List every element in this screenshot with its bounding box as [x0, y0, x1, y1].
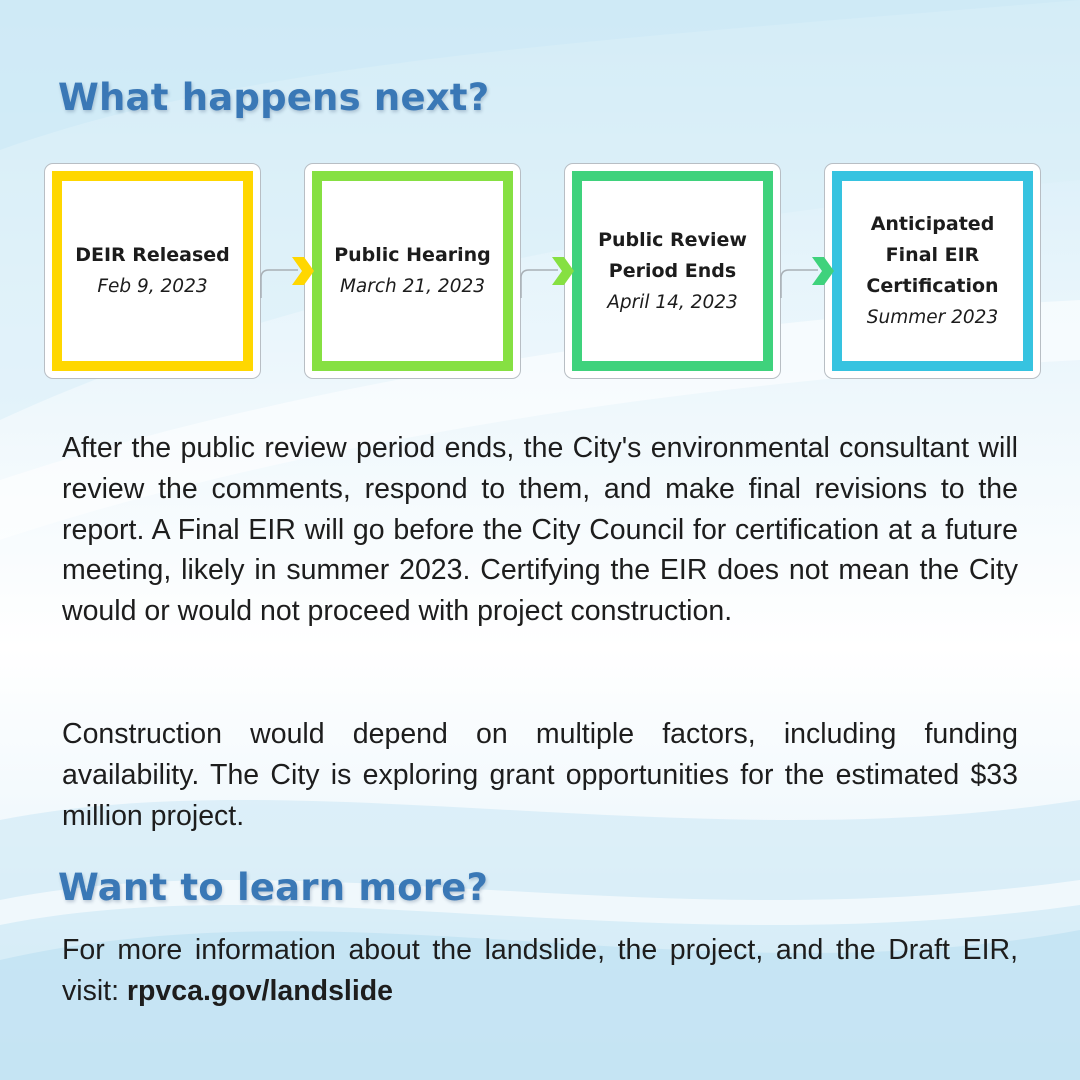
step-title-line: Public Review — [598, 228, 747, 251]
chevron-arrow-icon — [552, 257, 574, 285]
step-title-line: Anticipated — [870, 213, 995, 235]
connector-arrow-2 — [518, 250, 578, 300]
step-frame — [572, 171, 773, 371]
step-frame — [832, 171, 1033, 371]
learn-more-text: For more information about the landslide, the project, and the Draft EIR, visit: — [62, 934, 1018, 1007]
chevron-arrow-icon — [292, 257, 314, 285]
body-paragraph-construction: Construction would depend on multiple factors, including funding availability. The City is exploring grant opportunities for the estimated $33 million project. — [62, 718, 1018, 832]
step-title-line: Final EIR — [885, 244, 980, 266]
body-paragraph-review-process: After the public review period ends, the City's environmental consultant will review the comments, respond to them, and make final revisions to the report. A Final EIR will go before the City Council for certification at a future meeting, likely in summer 2023. Certifying the EIR does not mean the City would or would not proceed with project construction. — [62, 432, 1018, 628]
step-title: Public Hearing — [334, 244, 491, 266]
step-title: DEIR Released — [75, 244, 230, 266]
connector-arrow-1 — [258, 250, 318, 300]
chevron-arrow-icon — [812, 257, 834, 285]
step-date: April 14, 2023 — [607, 291, 738, 313]
step-date: March 21, 2023 — [339, 276, 486, 297]
step-date: Summer 2023 — [866, 307, 999, 328]
connector-arrow-3 — [778, 250, 838, 300]
heading-what-happens-next: What happens next? — [58, 76, 490, 119]
timeline-step-public-hearing — [304, 163, 521, 379]
step-title-line: Period Ends — [608, 259, 737, 282]
step-date: Feb 9, 2023 — [97, 276, 208, 297]
timeline-step-public-review-period-ends — [564, 163, 781, 379]
heading-want-to-learn-more: Want to learn more? — [58, 866, 489, 909]
learn-more-paragraph — [62, 930, 1018, 1012]
timeline-step-final-eir-certification — [824, 163, 1041, 379]
learn-more-link[interactable]: rpvca.gov/landslide — [126, 974, 394, 1007]
timeline-step-deir-released — [44, 163, 261, 379]
step-frame — [52, 171, 253, 371]
step-title-line: Certification — [866, 275, 999, 297]
step-frame — [312, 171, 513, 371]
